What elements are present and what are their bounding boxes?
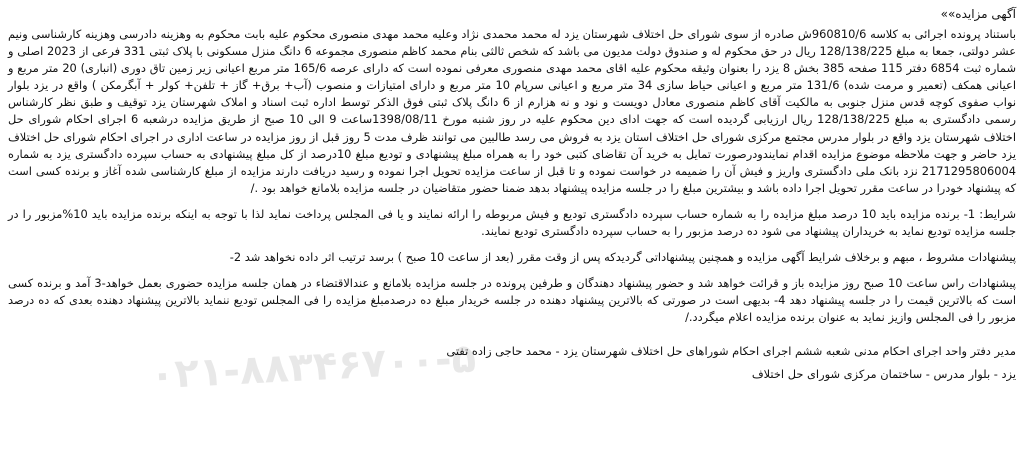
conditions-paragraph-2: پیشنهادات مشروط ، مبهم و برخلاف شرایط آگهی مزایده و همچنین پیشنهاداتی گردیدکه پس از وقت مقرر (بعد از ساعت 10 صبح ) برسد ترتیب اثر داده نخواهد شد 2- [229,250,1016,265]
auction-notice [8,6,1016,472]
conditions-paragraph-1: شرایط: 1- برنده مزایده باید 10 درصد مبلغ مزایده را به شماره حساب سپرده دادگستری تودیع و فیش مربوطه را ارائه نمایند و یا فی المجلس پرداخت نماید لذا با توجه به اینکه برنده مزایده باید 10%مزبور را در جلسه مزایده تودیع نماید به خریداران پیشنهاد می شود ده درصد مزبور را به حساب سپرده دادگستری تودیع نمایند. [8,206,1017,239]
signature-line: مدیر دفتر واحد اجرای احکام مدنی شعبه ششم اجرای احکام شوراهای حل اختلاف شهرستان یزد - محمد حاجی زاده تفتی [446,343,1016,358]
notice-body-paragraph: باستناد پرونده اجرائی به کلاسه 960810/6ش صادره از سوی شورای حل اختلاف شهرستان یزد له محمد محمدی نژاد وعلیه محمد مهدی منصوری محکوم علیه بابت محکوم به وهزینه دادرسی وهزینه کارشناسی ونیم عشر دولتی، جمعا به مبلغ 128/138/225 ریال در حق محکوم له و صندوق دولت مدیون می باشد که شخص ثالثی بنام محمد کاظم منصوری مجموعه 6 دانگ منزل مسکونی با پلاک ثبتی 331 فرعی از 2023 اصلی و شماره ثبت 6854 دفتر 115 صفحه 385 بخش 8 یزد را بعنوان وثیقه محکوم علیه اقای محمد مهدی منصوری معرفی نموده است که دارای عرصه 165/6 متر مربع اعیانی زیر زمین تاق دوری (انباری) 20 متر مربع و اعیانی همکف (تعمیر و مرمت شده) 131/6 متر مربع و اعیانی حیاط سازی 34 متر مربع و اعیانی سرپام 10 متر مربع و دارای امتیازات و منصوب (آب+ برق+ گاز + تلفن+ کولر + آبگرمکن ) واقع در یزد بلوار نواب صفوی کوچه قدس منزل جنوبی به مالکیت آقای کاظم منصوری معادل دویست و نود و نه هزارم از 6 دانگ پلاک ثبتی فوق الذکر توسط اداره ثبت اسناد و املاک شهرستان یزد توقیف و طبق نظر کارشناس رسمی دادگستری به مبلغ 128/138/225 ریال ارزیابی گردیده است که جهت ادای دین محکوم علیه در روز شنبه مورخ 1398/08/11ساعت 9 الی 10 صبح از طریق مزایده درشعبه 6 اجرای احکام شورای حل اختلاف شهرستان یزد واقع در بلوار مدرس مجتمع مرکزی شورای حل اختلاف استان یزد به فروش می رسد طالبین می توانند ظرف مدت 5 روز قبل از روز مزایده در ساعت اداری در اجرای احکام شورای حل اختلاف یزد حاضر و جهت ملاحظه موضوع مزایده اقدام نمایندودرصورت تمایل به خرید آن تقاضای کتبی خود را به همراه مبلغ پیشنهادی و تودیع مبلغ 10درصد از کل مبلغ پیشنهادی به حساب سپرده دادگستری یزد به شماره 2171295806004 نزد بانک ملی دادگستری واریز و فیش آن را ضمیمه در خواست نموده و تا قبل از ساعت مزایده تحویل اجرا نموده و رسید دریافت دارند مزایده از مبلغ کارشناسی شده آغاز و برنده کسی است که پیشنهاد خودرا در ساعت مقرر تحویل اجرا داده باشد و بیشترین مبلغ را در جلسه مزایده پیشنهاد بدهد ضمنا حضور متقاضیان در جلسه مزایده بلامانع خواهد بود ./ [8,27,1017,195]
phone-watermark: ۰۲۱-۸۸۳۴۶۷۰۰-۵ [149,335,478,399]
address-line: یزد - بلوار مدرس - ساختمان مرکزی شورای حل اختلاف [751,366,1016,381]
notice-title: آگهی مزایده»» [940,7,1016,21]
conditions-paragraph-3: پیشنهادات راس ساعت 10 صبح روز مزایده باز و قرائت خواهد شد و حضور پیشنهاد دهندگان و طرفین پرونده در جلسه مزایده بلامانع و عندالاقتضاء در همان جلسه مزایده حضوری بعمل خواهد-3 آمد و برنده کسی است که بالاترین قیمت را در جلسه پیشنهاد دهد 4- بدیهی است در صورتی که بالاترین پیشنهاد دهنده در جلسه خریدار مبلغ ده درصدمبلغ مزایده را فی المجلس تودیع ننماید بالاترین پیشنهاد دهنده بعدی که ده درصد مزبور را فی المجلس وازیز نماید به عنوان برنده مزایده اعلام میگردد./ [8,276,1016,325]
notice-footer [8,343,1016,383]
